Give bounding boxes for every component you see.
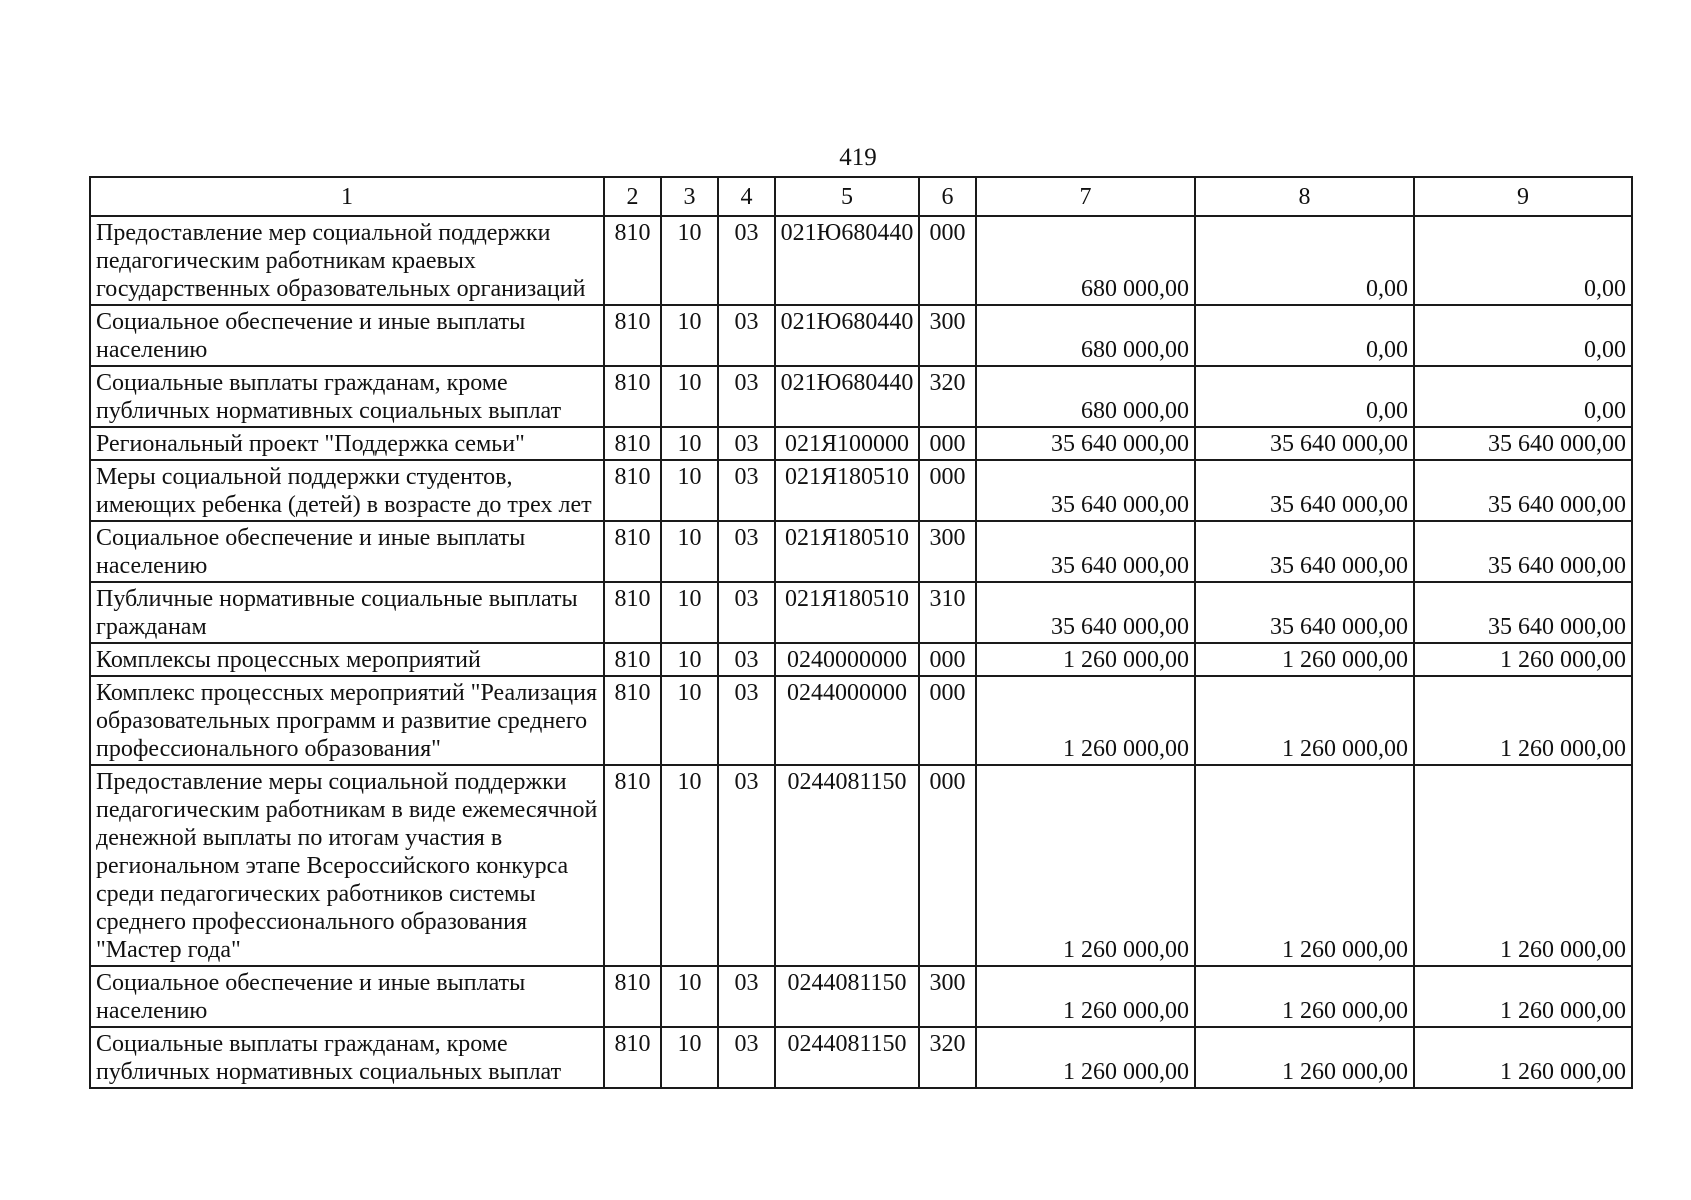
cell-code-3: 10 [661,216,718,305]
cell-amount-9: 35 640 000,00 [1414,521,1632,582]
cell-code-4: 03 [718,1027,775,1088]
cell-code-4: 03 [718,216,775,305]
column-header: 3 [661,177,718,216]
cell-amount-7: 35 640 000,00 [976,582,1195,643]
row-name: Предоставление меры социальной поддержки педагогическим работникам в виде ежемесячной денежной выплаты по итогам участия в региональном этапе Всероссийского конкурса среди педагогических работников системы среднего профессионального образования "Мастер года" [90,765,604,966]
cell-amount-9: 35 640 000,00 [1414,460,1632,521]
row-name: Социальное обеспечение и иные выплаты населению [90,966,604,1027]
cell-code-6: 000 [919,427,976,460]
table-row [90,643,1632,676]
row-name: Публичные нормативные социальные выплаты гражданам [90,582,604,643]
cell-code-3: 10 [661,582,718,643]
table-row [90,1027,1632,1088]
cell-code-2: 810 [604,460,661,521]
cell-code-3: 10 [661,643,718,676]
cell-code-3: 10 [661,966,718,1027]
cell-code-6: 320 [919,1027,976,1088]
cell-amount-7: 35 640 000,00 [976,521,1195,582]
table-row [90,676,1632,765]
cell-amount-8: 0,00 [1195,305,1414,366]
cell-code-2: 810 [604,216,661,305]
cell-code-2: 810 [604,643,661,676]
cell-code-3: 10 [661,460,718,521]
cell-amount-7: 35 640 000,00 [976,427,1195,460]
cell-amount-7: 35 640 000,00 [976,460,1195,521]
table-row [90,966,1632,1027]
cell-amount-7: 680 000,00 [976,216,1195,305]
column-header: 9 [1414,177,1632,216]
table-row [90,427,1632,460]
cell-code-2: 810 [604,305,661,366]
cell-amount-7: 1 260 000,00 [976,643,1195,676]
cell-code-4: 03 [718,521,775,582]
cell-amount-8: 35 640 000,00 [1195,460,1414,521]
header-row [90,177,1632,216]
cell-code-4: 03 [718,966,775,1027]
column-header: 2 [604,177,661,216]
table-row [90,366,1632,427]
page-number: 419 [839,144,877,171]
column-header: 8 [1195,177,1414,216]
cell-amount-8: 1 260 000,00 [1195,765,1414,966]
column-header: 6 [919,177,976,216]
cell-code-6: 000 [919,643,976,676]
cell-code-5: 0240000000 [775,643,919,676]
row-name: Комплекс процессных мероприятий "Реализация образовательных программ и развитие среднего профессионального образования" [90,676,604,765]
table-row [90,460,1632,521]
cell-amount-7: 680 000,00 [976,305,1195,366]
row-name: Социальные выплаты гражданам, кроме публичных нормативных социальных выплат [90,366,604,427]
table-row [90,765,1632,966]
cell-amount-8: 0,00 [1195,216,1414,305]
cell-amount-9: 35 640 000,00 [1414,582,1632,643]
cell-code-5: 021Ю680440 [775,216,919,305]
cell-amount-9: 1 260 000,00 [1414,966,1632,1027]
cell-code-6: 310 [919,582,976,643]
cell-code-6: 000 [919,216,976,305]
row-name: Социальные выплаты гражданам, кроме публичных нормативных социальных выплат [90,1027,604,1088]
cell-code-3: 10 [661,305,718,366]
budget-table [89,176,1633,1089]
cell-amount-8: 35 640 000,00 [1195,521,1414,582]
table-row [90,305,1632,366]
cell-code-4: 03 [718,582,775,643]
cell-code-6: 000 [919,676,976,765]
cell-code-3: 10 [661,1027,718,1088]
cell-amount-7: 1 260 000,00 [976,966,1195,1027]
column-header: 5 [775,177,919,216]
cell-code-3: 10 [661,521,718,582]
cell-amount-9: 0,00 [1414,366,1632,427]
cell-code-6: 300 [919,966,976,1027]
cell-code-5: 021Ю680440 [775,305,919,366]
cell-code-6: 300 [919,521,976,582]
cell-code-2: 810 [604,521,661,582]
column-header: 7 [976,177,1195,216]
cell-amount-7: 1 260 000,00 [976,765,1195,966]
cell-code-4: 03 [718,676,775,765]
cell-code-5: 0244081150 [775,1027,919,1088]
row-name: Меры социальной поддержки студентов, имеющих ребенка (детей) в возрасте до трех лет [90,460,604,521]
row-name: Социальное обеспечение и иные выплаты населению [90,305,604,366]
cell-code-2: 810 [604,966,661,1027]
cell-code-2: 810 [604,366,661,427]
row-name: Социальное обеспечение и иные выплаты населению [90,521,604,582]
table-row [90,582,1632,643]
cell-code-2: 810 [604,427,661,460]
cell-code-4: 03 [718,765,775,966]
row-name: Предоставление мер социальной поддержки педагогическим работникам краевых государственных образовательных организаций [90,216,604,305]
cell-amount-7: 680 000,00 [976,366,1195,427]
column-header: 1 [90,177,604,216]
table-row [90,216,1632,305]
cell-code-4: 03 [718,305,775,366]
cell-amount-9: 1 260 000,00 [1414,643,1632,676]
cell-amount-8: 1 260 000,00 [1195,643,1414,676]
cell-code-2: 810 [604,765,661,966]
cell-code-5: 0244081150 [775,966,919,1027]
cell-code-3: 10 [661,676,718,765]
cell-code-6: 320 [919,366,976,427]
cell-amount-7: 1 260 000,00 [976,676,1195,765]
table-row [90,521,1632,582]
cell-code-2: 810 [604,582,661,643]
cell-code-5: 021Я100000 [775,427,919,460]
cell-amount-8: 1 260 000,00 [1195,966,1414,1027]
cell-amount-9: 0,00 [1414,216,1632,305]
cell-amount-8: 35 640 000,00 [1195,582,1414,643]
cell-amount-9: 0,00 [1414,305,1632,366]
cell-code-3: 10 [661,366,718,427]
cell-code-3: 10 [661,427,718,460]
cell-code-6: 000 [919,460,976,521]
cell-code-6: 000 [919,765,976,966]
row-name: Комплексы процессных мероприятий [90,643,604,676]
cell-code-2: 810 [604,676,661,765]
cell-code-5: 021Я180510 [775,582,919,643]
cell-code-6: 300 [919,305,976,366]
cell-code-5: 021Я180510 [775,460,919,521]
cell-code-4: 03 [718,427,775,460]
cell-amount-9: 35 640 000,00 [1414,427,1632,460]
cell-amount-9: 1 260 000,00 [1414,1027,1632,1088]
cell-amount-8: 1 260 000,00 [1195,676,1414,765]
row-name: Региональный проект "Поддержка семьи" [90,427,604,460]
cell-amount-8: 35 640 000,00 [1195,427,1414,460]
cell-code-4: 03 [718,366,775,427]
cell-amount-9: 1 260 000,00 [1414,765,1632,966]
cell-code-2: 810 [604,1027,661,1088]
cell-code-5: 0244081150 [775,765,919,966]
cell-amount-7: 1 260 000,00 [976,1027,1195,1088]
cell-code-4: 03 [718,460,775,521]
column-header: 4 [718,177,775,216]
cell-code-4: 03 [718,643,775,676]
cell-amount-8: 1 260 000,00 [1195,1027,1414,1088]
cell-code-3: 10 [661,765,718,966]
cell-amount-9: 1 260 000,00 [1414,676,1632,765]
cell-code-5: 021Я180510 [775,521,919,582]
cell-code-5: 021Ю680440 [775,366,919,427]
cell-amount-8: 0,00 [1195,366,1414,427]
cell-code-5: 0244000000 [775,676,919,765]
